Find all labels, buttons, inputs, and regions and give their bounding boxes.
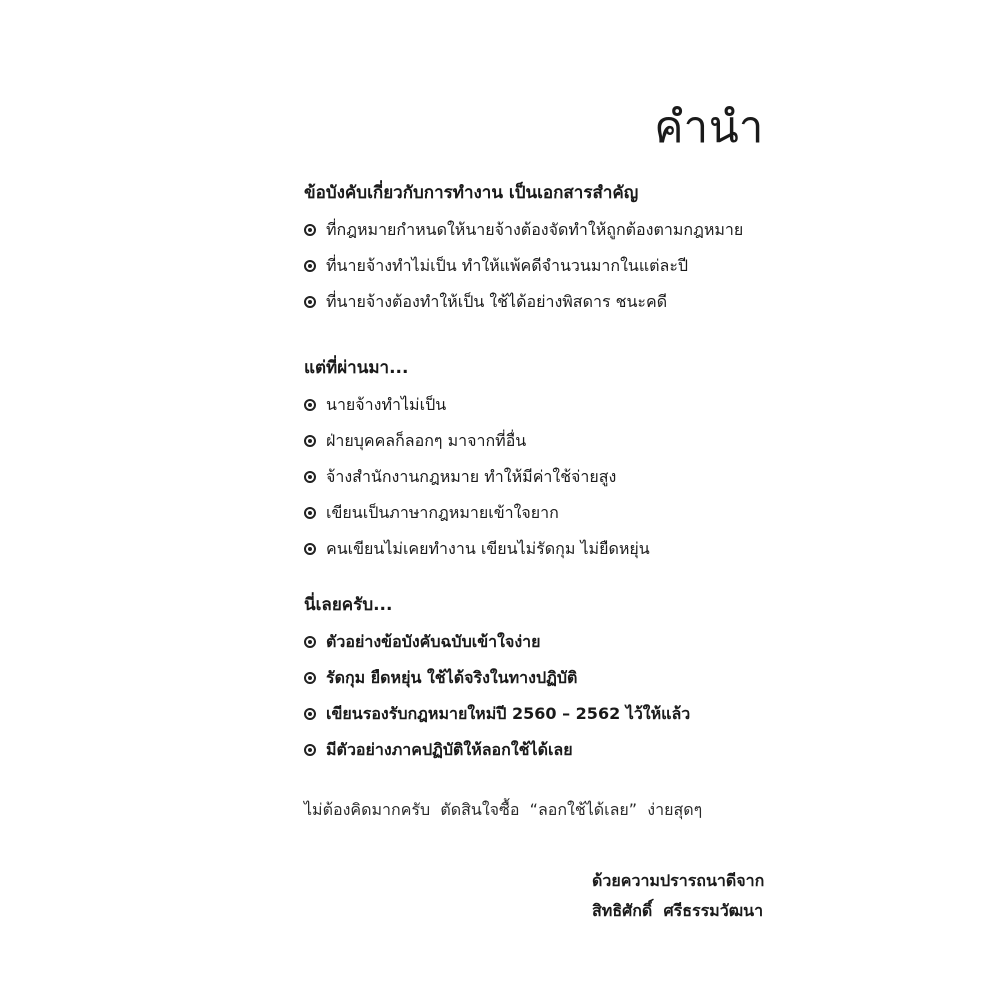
list-item: [304, 696, 824, 732]
bullet-circle-icon: [304, 296, 316, 308]
list-item-text: จ้างสำนักงานกฎหมาย ทำให้มีค่าใช้จ่ายสูง: [326, 466, 617, 486]
bullet-circle-icon: [304, 399, 316, 411]
list-item: [304, 459, 824, 495]
list-item-text: นายจ้างทำไม่เป็น: [326, 394, 447, 414]
bullet-circle-icon: [304, 708, 316, 720]
bullet-circle-icon: [304, 672, 316, 684]
bullet-circle-icon: [304, 435, 316, 447]
list-item-text: มีตัวอย่างภาคปฏิบัติให้ลอกใช้ได้เลย: [326, 739, 573, 759]
list-item-text: ที่นายจ้างทำไม่เป็น ทำให้แพ้คดีจำนวนมากในแต่ละปี: [326, 255, 689, 275]
list-item: [304, 423, 824, 459]
list-item: [304, 387, 824, 423]
bullet-circle-icon: [304, 543, 316, 555]
list-item-text: เขียนเป็นภาษากฎหมายเข้าใจยาก: [326, 502, 559, 522]
signature-greeting: ด้วยความปรารถนาดีจาก: [592, 871, 765, 890]
bullet-list: [304, 212, 824, 320]
section-heading: ข้อบังคับเกี่ยวกับการทำงาน เป็นเอกสารสำคัญ: [304, 183, 639, 203]
section-heading: นี่เลยครับ...: [304, 595, 393, 615]
list-item-text: รัดกุม ยืดหยุ่น ใช้ได้จริงในทางปฏิบัติ: [326, 667, 578, 687]
bullet-circle-icon: [304, 471, 316, 483]
list-item-text: คนเขียนไม่เคยทำงาน เขียนไม่รัดกุม ไม่ยืดหยุ่น: [326, 538, 650, 558]
bullet-list: [304, 387, 824, 567]
list-item: [304, 660, 824, 696]
list-item: [304, 531, 824, 567]
list-item-text: ฝ่ายบุคคลก็ลอกๆ มาจากที่อื่น: [326, 430, 527, 450]
list-item-text: เขียนรองรับกฎหมายใหม่ปี 2560 – 2562 ไว้ให้แล้ว: [326, 703, 691, 723]
list-item: [304, 624, 824, 660]
list-item-text: ที่กฎหมายกำหนดให้นายจ้างต้องจัดทำให้ถูกต้องตามกฎหมาย: [326, 219, 744, 239]
section-heading: แต่ที่ผ่านมา...: [304, 358, 409, 378]
bullet-circle-icon: [304, 507, 316, 519]
signature-author: สิทธิศักดิ์ ศรีธรรมวัฒนา: [592, 901, 764, 920]
list-item-text: ที่นายจ้างต้องทำให้เป็น ใช้ได้อย่างพิสดาร ชนะคดี: [326, 291, 668, 311]
page-title: คำนำ: [654, 102, 764, 153]
bullet-list: [304, 624, 824, 768]
bullet-circle-icon: [304, 744, 316, 756]
bullet-circle-icon: [304, 224, 316, 236]
list-item: [304, 212, 824, 248]
section-solution: [304, 592, 824, 768]
bullet-circle-icon: [304, 636, 316, 648]
signature-block: [592, 866, 764, 926]
list-item: [304, 495, 824, 531]
section-past-problems: [304, 355, 824, 567]
list-item: [304, 732, 824, 768]
list-item: [304, 284, 824, 320]
section-importance: [304, 180, 824, 320]
bullet-circle-icon: [304, 260, 316, 272]
list-item: [304, 248, 824, 284]
list-item-text: ตัวอย่างข้อบังคับฉบับเข้าใจง่าย: [326, 631, 541, 651]
closing-line: ไม่ต้องคิดมากครับ ตัดสินใจซื้อ “ลอกใช้ได้เลย” ง่ายสุดๆ: [304, 800, 703, 819]
